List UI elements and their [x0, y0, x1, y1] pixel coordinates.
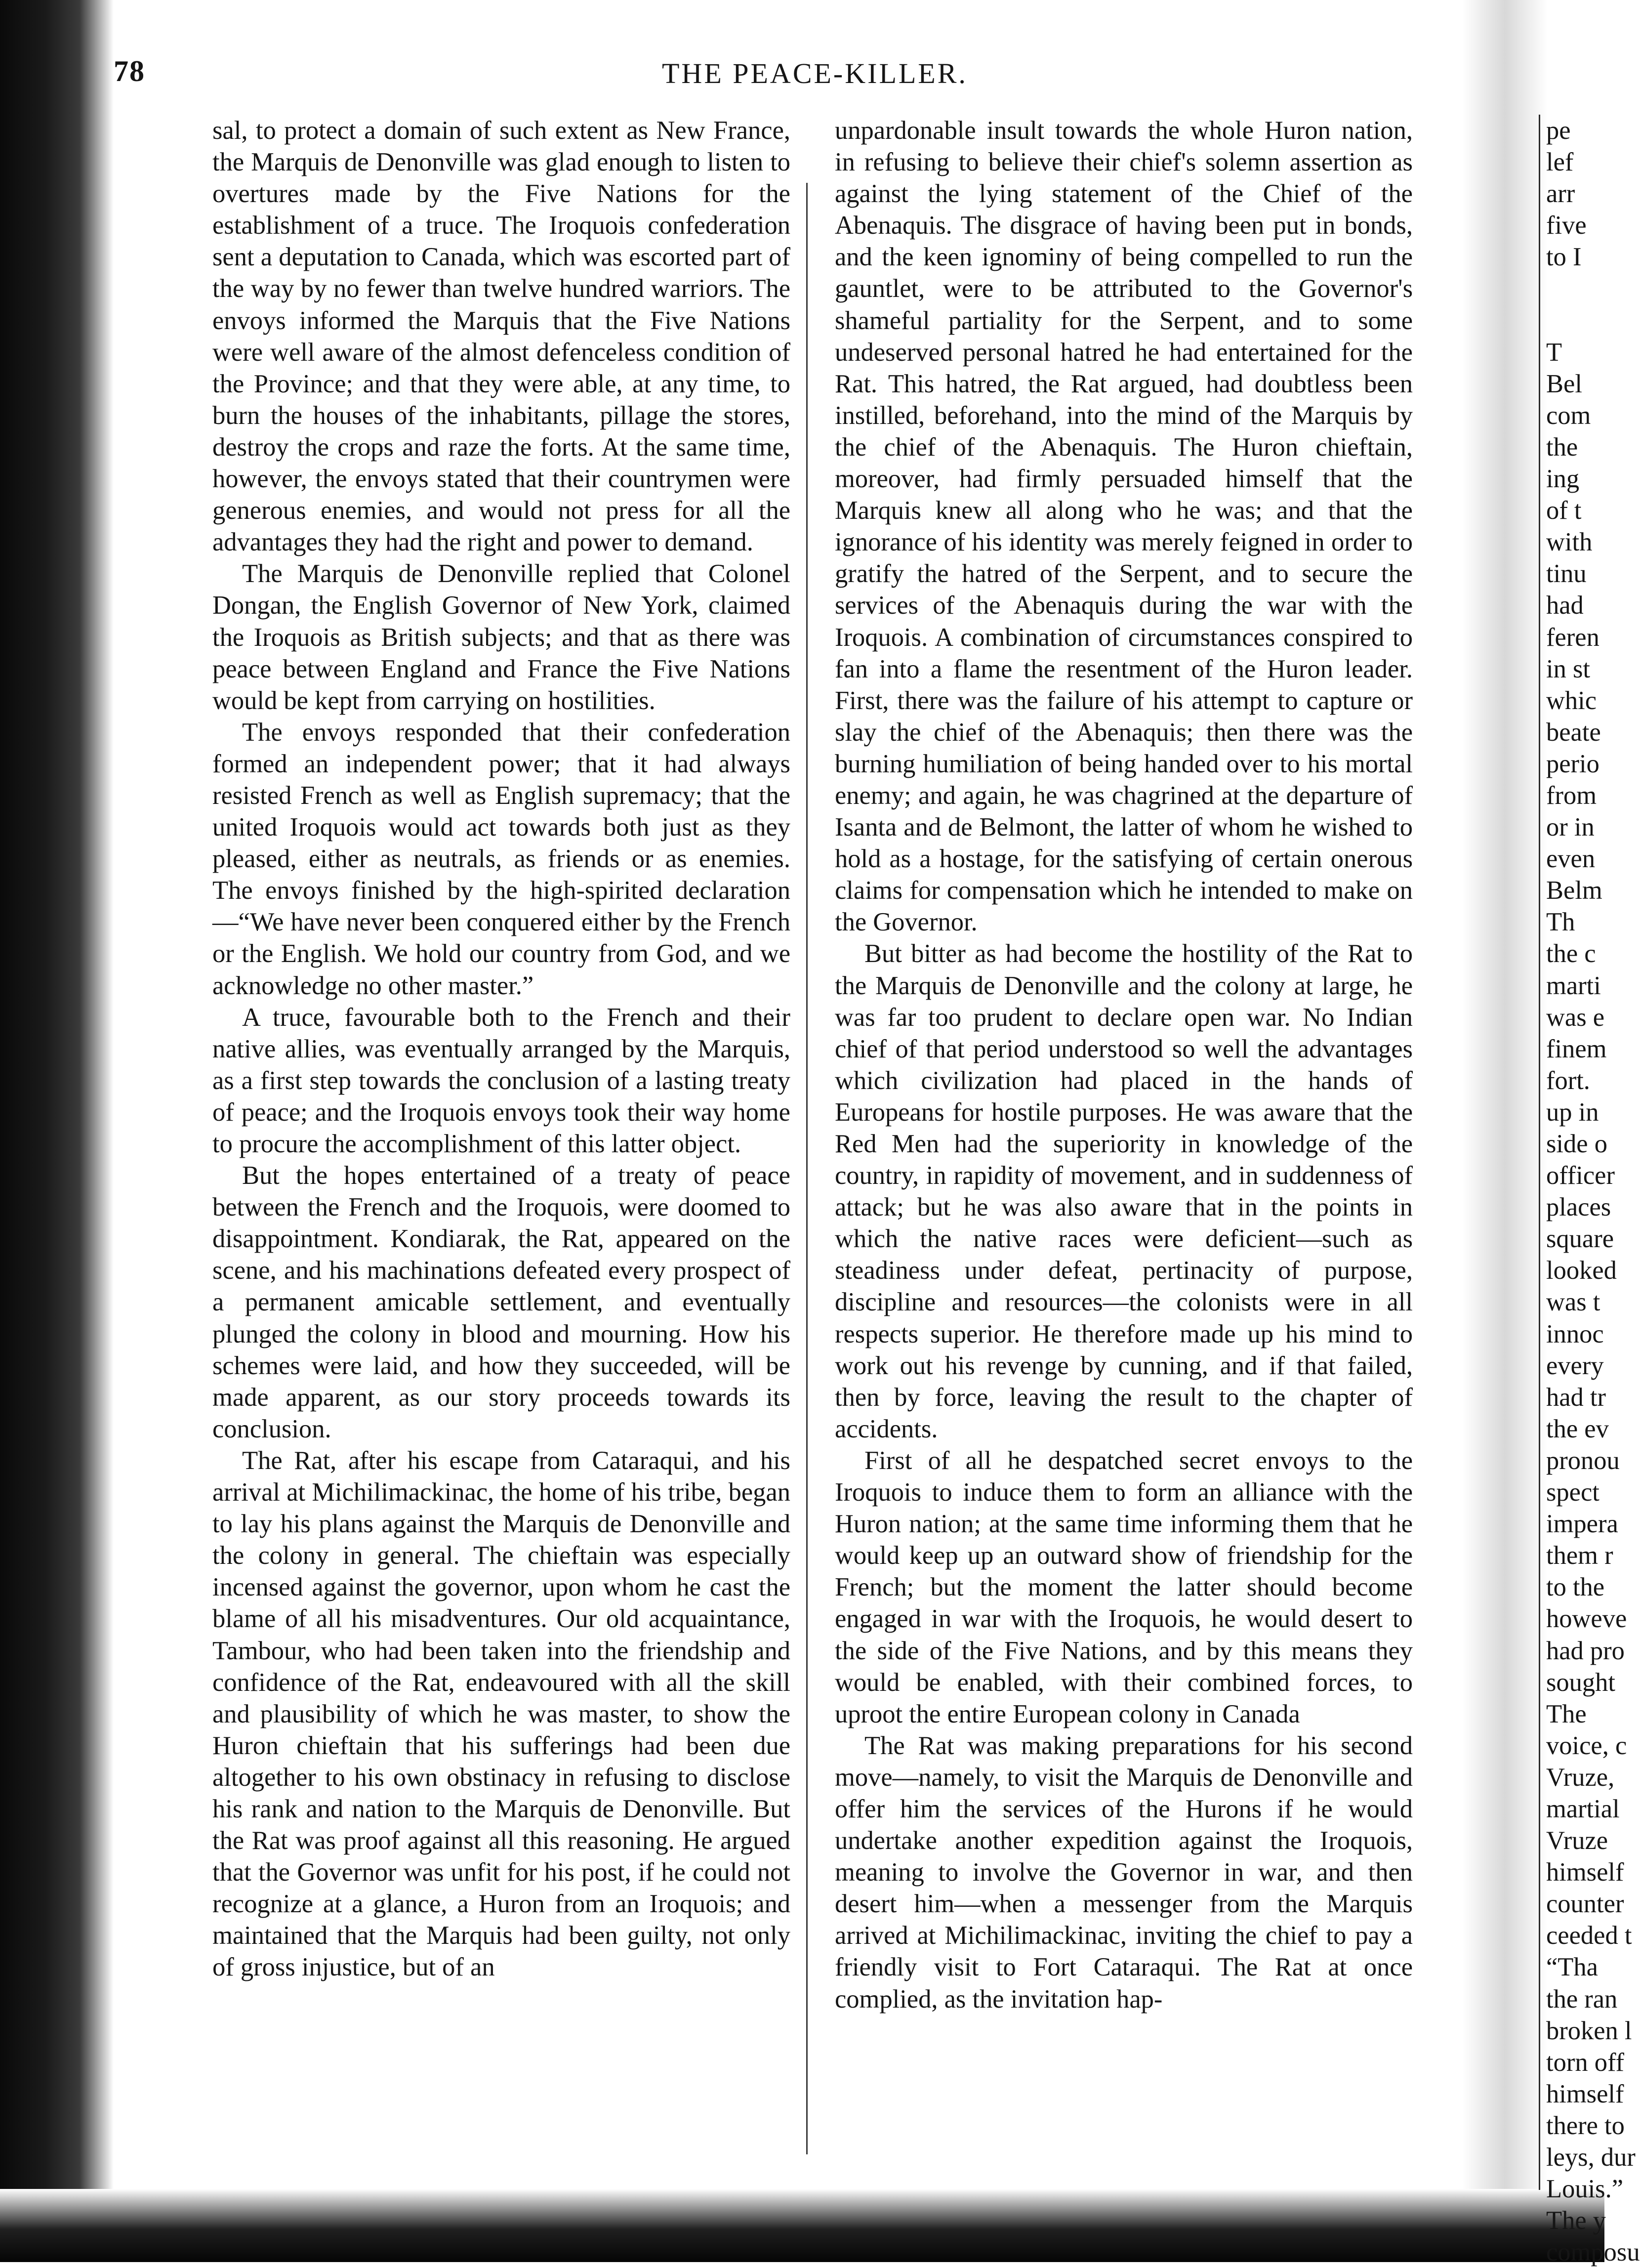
facing-page-line: perio [1546, 749, 1599, 778]
facing-page-line: ceeded t [1546, 1921, 1632, 1950]
facing-page-line: Belm [1546, 876, 1602, 905]
facing-page-line: Vruze [1546, 1826, 1608, 1855]
paragraph: A truce, favourable both to the French and their native allies, was eventually arranged by the Marquis, as a first step towards the conclusion of a lasting treaty of peace; and the Iroquois envoys took their way home to procure the accomplishment of this latter object. [212, 1003, 790, 1158]
paragraph: The Rat, after his escape from Cataraqui, and his arrival at Michilimackinac, the home of his tribe, began to lay his plans against the Marquis de Denonville and the colony in general. The chieftain was especially incensed against the governor, upon whom he cast the blame of all his misadventures. Our old acquaintance, Tambour, who had been taken into the friendship and confidence of the Rat, endeavoured with all the skill and plausibility of which he was master, to show the Huron chieftain that his sufferings had been due altogether to his own obstinacy in refusing to disclose his rank and nation to the Marquis de Denonville. But the Rat was proof against all this reasoning. He argued that the Governor was unfit for his post, if he could not recognize at a glance, a Huron from an Iroquois; and maintained that the Marquis had been guilty, not only of gross injustice, but of an [212, 1446, 790, 1982]
paragraph: sal, to protect a domain of such extent as New France, the Marquis de Denonville was glad enough to listen to overtures made by the Five Nations for the establishment of a truce. The Iroquois confederation sent a deputation to Canada, which was escorted part of the way by no fewer than twelve hundred warriors. The envoys informed the Marquis that the Five Nations were well aware of the almost defenceless condition of the Province; and that they were able, at any time, to burn the houses of the inhabitants, pillage the stores, destroy the crops and raze the forts. At the same time, however, the envoys stated that their countrymen were generous enemies, and would not press for all the advantages they had the right and power to demand. [212, 116, 790, 557]
facing-page-line: pe [1546, 116, 1571, 145]
facing-page-line: The [1546, 1699, 1587, 1728]
text-column-left [212, 115, 790, 1983]
facing-page-line: or in [1546, 813, 1595, 842]
facing-page-line: looked [1546, 1256, 1617, 1285]
facing-page-line: feren [1546, 623, 1599, 652]
facing-page-line: there to [1546, 2111, 1625, 2140]
facing-page-line [1540, 305, 1606, 336]
column-divider [806, 183, 808, 2154]
facing-page-line: counter [1546, 1890, 1624, 1919]
paragraph: But bitter as had become the hostility of the Rat to the Marquis de Denonville and the colony at large, he was far too prudent to declare open war. No Indian chief of that period understood so well the advantages which civilization had placed in the hands of Europeans for hostile purposes. He was aware that the Red Men had the superiority in knowledge of the country, in rapidity of movement, and in suddenness of attack; but he was also aware that in the points in which the native races were deficient—such as steadiness under defeat, pertinacity of purpose, discipline and resources—the colonists were in all respects superior. He therefore made up his mind to work out his revenge by cunning, and if that failed, then by force, leaving the result to the chapter of accidents. [835, 939, 1413, 1443]
scan-dark-margin-bottom [0, 2189, 1604, 2262]
facing-page-line: had pro [1546, 1636, 1625, 1665]
facing-page-line: spect [1546, 1478, 1599, 1507]
facing-page-line: ing [1546, 464, 1580, 494]
facing-page-line: square [1546, 1224, 1614, 1254]
facing-page-line: Th [1546, 908, 1575, 937]
facing-page-fragment [1539, 115, 1640, 2267]
facing-page-line: “Tha [1546, 1953, 1598, 1982]
facing-page-line: officer [1546, 1161, 1615, 1190]
running-title: THE PEACE-KILLER. [662, 57, 968, 89]
facing-page-line [1540, 273, 1606, 304]
facing-page-line: broken l [1546, 2016, 1632, 2045]
page-number: 78 [114, 55, 145, 87]
facing-page-line: from [1546, 781, 1597, 810]
facing-page-line: every [1546, 1351, 1604, 1380]
facing-page-line: had [1546, 591, 1584, 620]
facing-page-line: howeve [1546, 1604, 1627, 1634]
facing-page-line: sought [1546, 1668, 1616, 1697]
facing-page-line: beate [1546, 717, 1601, 747]
facing-page-line: the [1546, 432, 1578, 462]
facing-page-line: himself [1546, 2079, 1624, 2108]
paragraph: But the hopes entertained of a treaty of peace between the French and the Iroquois, were doomed to disappointment. Kondiarak, the Rat, appeared on the scene, and his machinations defeated every prospect of a permanent amicable settlement, and eventually plunged the colony in blood and mourning. How his schemes were laid, and how they succeeded, will be made apparent, as our story proceeds towards its conclusion. [212, 1161, 790, 1443]
facing-page-line: up in [1546, 1097, 1599, 1127]
facing-page-line: innoc [1546, 1319, 1604, 1348]
facing-page-line: himself [1546, 1858, 1624, 1887]
facing-page-line: with [1546, 528, 1593, 557]
facing-page-line: Louis.” [1546, 2175, 1624, 2204]
facing-page-line: places [1546, 1193, 1611, 1222]
facing-page-line: to I [1546, 243, 1582, 272]
facing-page-line: the c [1546, 939, 1596, 968]
facing-page-line: T [1546, 337, 1562, 367]
facing-page-line: to the [1546, 1573, 1605, 1602]
facing-page-line: five [1546, 211, 1587, 240]
facing-page-line: leys, dur [1546, 2143, 1636, 2172]
facing-page-line: martial [1546, 1794, 1620, 1823]
facing-page-line: voice, c [1546, 1731, 1627, 1760]
paragraph: First of all he despatched secret envoys to the Iroquois to induce them to form an alliance with the Huron nation; at the same time informing them that he would keep up an outward show of friendship for the French; but the moment the latter should become engaged in war with the Iroquois, he would desert to the side of the Five Nations, and by this means they would be enabled, with their combined forces, to uproot the entire European colony in Canada [835, 1446, 1413, 1728]
facing-page-line: side o [1546, 1130, 1607, 1158]
facing-page-line: com [1546, 401, 1591, 430]
facing-page-line: was e [1546, 1003, 1605, 1032]
paragraph: The Rat was making preparations for his second move—namely, to visit the Marquis de Denonville and offer him the services of the Hurons if he would undertake another expedition against the Iroquois, meaning to involve the Governor in war, and then desert him—when a messenger from the Marquis arrived at Michilimackinac, inviting the chief to pay a friendly visit to Fort Cataraqui. The Rat at once complied, as the invitation hap- [835, 1731, 1413, 2014]
facing-page-line: them r [1546, 1541, 1613, 1570]
facing-page-line: had tr [1546, 1383, 1606, 1412]
facing-page-line: the ev [1546, 1414, 1609, 1443]
facing-page-line: impera [1546, 1510, 1618, 1539]
facing-page-line: lef [1546, 148, 1574, 177]
facing-page-line: of t [1546, 496, 1582, 525]
facing-page-line: pronou [1546, 1446, 1620, 1475]
facing-page-line: marti [1546, 971, 1601, 1000]
facing-page-line: was t [1546, 1288, 1600, 1317]
facing-page-line: tinu [1546, 559, 1587, 588]
paragraph: The Marquis de Denonville replied that Colonel Dongan, the English Governor of New York, claimed the Iroquois as British subjects; and that as there was peace between England and France the Five Nations would be kept from carrying on hostilities. [212, 559, 790, 715]
facing-page-line: the ran [1546, 1984, 1618, 2014]
facing-page-line: composu [1546, 2238, 1640, 2267]
facing-page-line: in st [1546, 654, 1590, 683]
facing-page-line: arr [1546, 179, 1575, 209]
facing-page-line: even [1546, 844, 1596, 874]
facing-page-line: Bel [1546, 369, 1582, 398]
facing-page-line: fort. [1546, 1066, 1590, 1095]
facing-page-line: The y [1546, 2206, 1606, 2235]
facing-page-line: Vruze, [1546, 1763, 1615, 1792]
facing-page-line: whic [1546, 686, 1597, 715]
facing-page-line: torn off [1546, 2048, 1624, 2077]
text-column-right [835, 115, 1413, 2015]
paragraph: The envoys responded that their confederation formed an independent power; that it had always resisted French as well as English supremacy; that the united Iroquois would act towards both just as they pleased, either as neutrals, as friends or as enemies. The envoys finished by the high-spirited declaration—“We have never been conquered either by the French or the English. We hold our country from God, and we acknowledge no other master.” [212, 717, 790, 1000]
paragraph: unpardonable insult towards the whole Huron nation, in refusing to believe their chief's solemn assertion as against the lying statement of the Chief of the Abenaquis. The disgrace of having been put in bonds, and the keen ignominy of being compelled to run the gauntlet, were to be attributed to the Governor's shameful partiality for the Serpent, and to some undeserved personal hatred he had entertained for the Rat. This hatred, the Rat argued, had doubtless been instilled, beforehand, into the mind of the Marquis by the chief of the Abenaquis. The Huron chieftain, moreover, had firmly persuaded himself that the Marquis knew all along who he was; and that the ignorance of his identity was merely feigned in order to gratify the hatred of the Serpent, and to secure the services of the Abenaquis during the war with the Iroquois. A combination of circumstances conspired to fan into a flame the resentment of the Huron leader. First, there was the failure of his attempt to capture or slay the chief of the Abenaquis; then there was the burning humiliation of being handed over to his mortal enemy; and again, he was chagrined at the departure of Isanta and de Belmont, the latter of whom he wished to hold as a hostage, for the satisfying of certain onerous claims for compensation which he intended to make on the Governor. [835, 116, 1413, 937]
scan-dark-margin-left [0, 0, 114, 2262]
facing-page-line: finem [1546, 1034, 1607, 1063]
